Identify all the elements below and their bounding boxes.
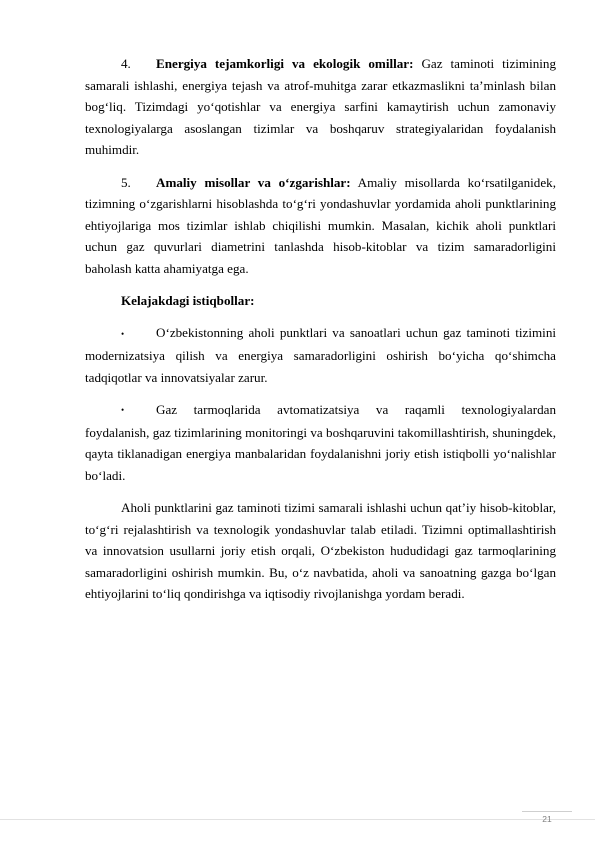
item-title-4: Energiya tejamkorligi va ekologik omillar:	[156, 56, 414, 71]
item-body-4: Gaz taminoti tizimining samarali ishlashi, energiya tejash va atrof-muhitga zarar etkazmaslikni ta’minlash bilan bog‘liq. Tizimdagi yo‘qotishlar va energiya sarfini kamaytirish uchun zamonaviy texnologiyalarga asoslangan tizimlar va boshqaruv strategiyalaridan foydalanish muhimdir.	[85, 56, 556, 158]
item-number-5: 5.	[121, 174, 131, 190]
item-body-5: Amaliy misollarda ko‘rsatilganidek, tizimning o‘zgarishlarni hisoblashda to‘g‘ri yondashuvlar yordamida aholi punktlarining ehtiyojlariga mos tizimlar ishlab chiqilishi mumkin. Masalan, kichik aholi punktlari uchun gaz quvurlari diametrini tanlashda hisob-kitoblar va tizim samaradorligini baholash katta ahamiyatga ega.	[85, 174, 556, 276]
bullet-icon: •	[121, 328, 125, 339]
footer-rule	[0, 819, 595, 820]
closing-paragraph: Aholi punktlarini gaz taminoti tizimi samarali ishlashi uchun qat’iy hisob-kitoblar, to‘g‘ri rejalashtirish va texnologik yondashuvlar talab etiladi. Tizimni optimallashtirish va innovatsion usullarni joriy etish orqali, O‘zbekiston hududidagi gaz tarmoqlarining samaradorligini oshirish mumkin. Bu, o‘z navbatida, aholi va sanoatning gazga bo‘lgan ehtiyojlarini to‘liq qondirishga va iqtisodiy rivojlanishga yordam beradi.	[85, 500, 556, 602]
paragraph-practical-examples	[85, 172, 556, 280]
item-number-4: 4.	[121, 56, 131, 71]
page-number: 21	[522, 811, 572, 826]
document-page	[85, 53, 556, 616]
section-heading: Kelajakdagi istiqbollar:	[121, 293, 255, 309]
bullet-item-1	[85, 322, 556, 388]
paragraph-energy-efficiency	[85, 53, 556, 161]
bullet-text-1: O‘zbekistonning aholi punktlari va sanoatlari uchun gaz taminoti tizimini modernizatsiya qilish va energiya samaradorligini oshirish bo‘yicha qo‘shimcha tadqiqotlar va innovatsiyalar zarur.	[85, 325, 556, 385]
bullet-icon: •	[121, 405, 125, 416]
bullet-text-2: Gaz tarmoqlarida avtomatizatsiya va raqamli texnologiyalardan foydalanish, gaz tizimlarining monitoringi va boshqaruvini takomillashtirish, shuningdek, qayta tiklanadigan energiya manbalaridan foydalanishni joriy etish istiqbolli yo‘nalishlar bo‘ladi.	[85, 401, 556, 483]
item-title-5: Amaliy misollar va o‘zgarishlar:	[156, 174, 351, 190]
bullet-item-2	[85, 399, 556, 487]
